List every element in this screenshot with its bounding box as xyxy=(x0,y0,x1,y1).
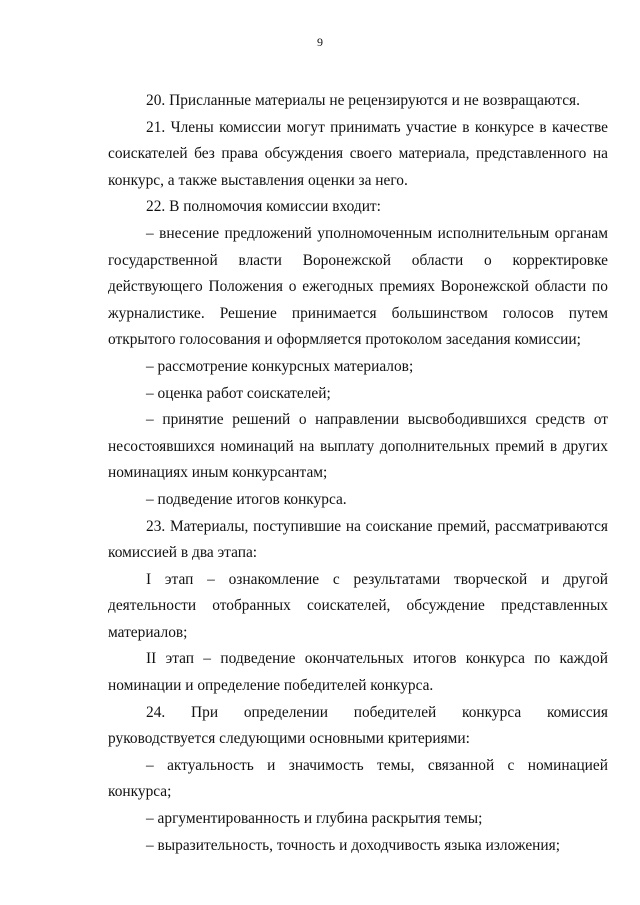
paragraph-24: 24. При определении победителей конкурса комиссия руководствуется следующими основными критериями: xyxy=(108,703,608,748)
list-item-evaluation: – оценка работ соискателей; xyxy=(146,384,331,402)
paragraph-20: 20. Присланные материалы не рецензируются и не возвращаются. xyxy=(146,92,580,109)
list-item-review-materials: – рассмотрение конкурсных материалов; xyxy=(146,357,414,375)
document-body xyxy=(108,88,608,859)
criterion-expressiveness: – выразительность, точность и доходчивость языка изложения; xyxy=(146,836,561,854)
stage-one: I этап – ознакомление с результатами творческой и другой деятельности отобранных соискателей, обсуждение представленных материалов; xyxy=(108,570,608,641)
paragraph-22: 22. В полномочия комиссии входит: xyxy=(146,198,381,216)
page-number: 9 xyxy=(317,35,323,49)
paragraph-23: 23. Материалы, поступившие на соискание премий, рассматриваются комиссией в два этапа: xyxy=(108,517,608,562)
list-item-funds-decision: – принятие решений о направлении высвободившихся средств от несостоявшихся номинаций на выплату дополнительных премий в других номинациях иным конкурсантам; xyxy=(108,411,608,482)
criterion-argumentation: – аргументированность и глубина раскрытия темы; xyxy=(146,810,483,828)
paragraph-21: 21. Члены комиссии могут принимать участие в конкурсе в качестве соискателей без права обсуждения своего материала, представленного на конкурс, а также выставления оценки за него. xyxy=(108,118,608,189)
stage-two: II этап – подведение окончательных итогов конкурса по каждой номинации и определение победителей конкурса. xyxy=(108,650,608,695)
criterion-relevance: – актуальность и значимость темы, связанной с номинацией конкурса; xyxy=(108,756,608,801)
list-item-results: – подведение итогов конкурса. xyxy=(146,490,347,508)
list-item-proposals: – внесение предложений уполномоченным исполнительным органам государственной власти Воронежской области о корректировке действующего Положения о ежегодных премиях Воронежской области по журналистике. Решение принимается большинством голосов путем открытого голосования и оформляется протоколом заседания комиссии; xyxy=(108,224,608,349)
